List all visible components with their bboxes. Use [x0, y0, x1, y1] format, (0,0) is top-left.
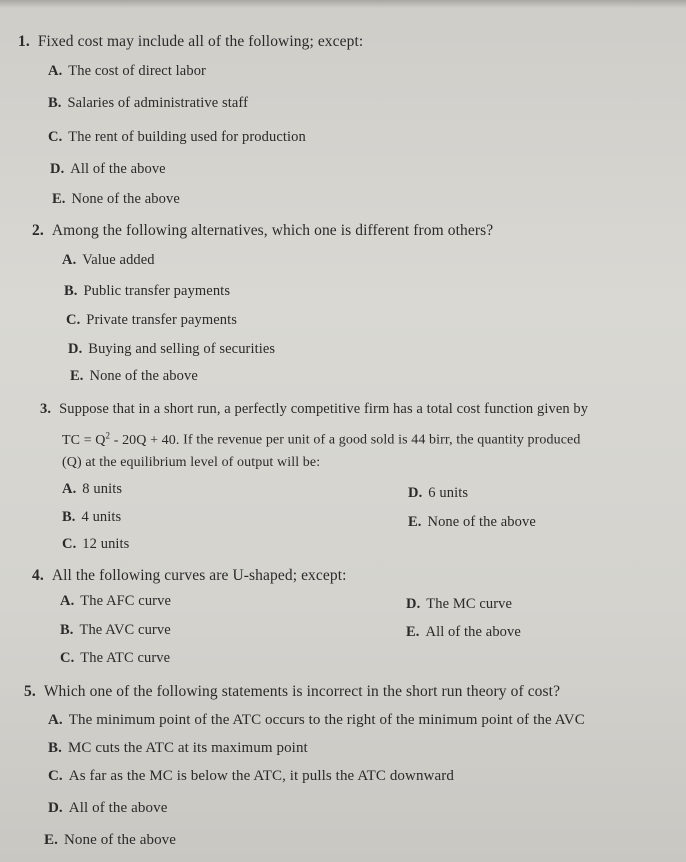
option-label: B. — [64, 283, 78, 299]
question-3 — [40, 401, 588, 418]
option-text: All of the above — [70, 161, 166, 177]
option-label: E. — [70, 368, 84, 384]
q5-option-e — [44, 832, 176, 849]
q5-option-b — [48, 740, 308, 757]
option-label: A. — [62, 252, 77, 268]
q4-option-a — [60, 593, 171, 610]
q1-option-b — [48, 95, 248, 112]
q3-option-a — [62, 481, 122, 498]
q4-option-e — [406, 624, 521, 641]
option-text: Value added — [82, 252, 155, 268]
q1-option-a — [48, 63, 206, 80]
question-number: 3. — [40, 401, 52, 417]
q1-option-c — [48, 129, 306, 146]
q2-option-b — [64, 283, 230, 300]
tc-formula — [62, 430, 180, 448]
formula-exponent: 2 — [105, 430, 111, 440]
option-label: D. — [68, 341, 83, 357]
option-text: 8 units — [82, 481, 123, 497]
question-3-line-3 — [62, 455, 320, 471]
q4-option-b — [60, 622, 171, 639]
option-label: E. — [44, 832, 58, 848]
option-label: D. — [406, 596, 421, 612]
option-label: E. — [406, 624, 420, 640]
option-text: The minimum point of the ATC occurs to the right of the minimum point of the AVC — [68, 712, 585, 728]
question-number: 1. — [18, 33, 30, 50]
q3-option-e — [408, 514, 536, 531]
option-label: B. — [48, 95, 62, 111]
option-text: None of the above — [71, 191, 180, 207]
page-top-edge — [0, 0, 686, 8]
q4-option-c — [60, 650, 170, 667]
option-text: 12 units — [82, 536, 130, 552]
option-text: The AFC curve — [80, 593, 171, 609]
option-text: All of the above — [68, 800, 168, 816]
option-text: Private transfer payments — [86, 312, 237, 328]
q1-option-e — [52, 191, 180, 208]
option-text: 4 units — [81, 509, 122, 525]
question-text: Fixed cost may include all of the following; except: — [37, 33, 364, 50]
question-number: 5. — [24, 683, 36, 700]
option-label: A. — [60, 593, 75, 609]
option-label: D. — [48, 800, 63, 816]
question-text: Among the following alternatives, which one is different from others? — [51, 222, 494, 239]
q1-option-d — [50, 161, 166, 178]
q5-option-a — [48, 712, 585, 729]
option-text: MC cuts the ATC at its maximum point — [67, 740, 308, 756]
option-label: A. — [48, 63, 63, 79]
option-text: None of the above — [89, 368, 198, 384]
option-label: E. — [408, 514, 422, 530]
option-text: Salaries of administrative staff — [67, 95, 249, 111]
q2-option-a — [62, 252, 155, 269]
q3-option-b — [62, 509, 121, 526]
option-label: C. — [48, 129, 63, 145]
q2-option-d — [68, 341, 275, 358]
formula-part: - 20Q + 40. — [110, 432, 180, 448]
question-number: 4. — [32, 567, 44, 584]
question-1 — [18, 33, 363, 51]
option-label: D. — [50, 161, 65, 177]
option-label: C. — [60, 650, 75, 666]
option-text: The cost of direct labor — [68, 63, 206, 79]
option-text: None of the above — [63, 832, 177, 848]
q2-option-c — [66, 312, 237, 329]
q5-option-d — [48, 800, 167, 817]
option-label: C. — [48, 768, 63, 784]
question-text: Suppose that in a short run, a perfectly competitive firm has a total cost function given by — [59, 401, 589, 417]
question-number: 2. — [32, 222, 44, 239]
option-text: The AVC curve — [79, 622, 171, 638]
option-text: Public transfer payments — [83, 283, 231, 299]
q3-option-c — [62, 536, 129, 553]
option-text: The ATC curve — [80, 650, 171, 666]
option-label: A. — [48, 712, 63, 728]
option-text: Buying and selling of securities — [88, 341, 276, 357]
q2-option-e — [70, 368, 198, 385]
option-text: The MC curve — [426, 596, 513, 612]
formula-part: TC = Q — [62, 432, 106, 448]
option-label: A. — [62, 481, 77, 497]
option-text: As far as the MC is below the ATC, it pulls the ATC downward — [68, 768, 454, 784]
q3-option-d — [408, 485, 468, 502]
option-label: B. — [62, 509, 76, 525]
q4-option-d — [406, 596, 512, 613]
question-4 — [32, 567, 347, 585]
option-text: None of the above — [427, 514, 536, 530]
q5-option-c — [48, 768, 454, 785]
question-text: (Q) at the equilibrium level of output will be: — [62, 455, 321, 470]
question-3-line-2 — [62, 430, 580, 449]
option-label: C. — [62, 536, 77, 552]
question-2 — [32, 222, 493, 240]
option-label: B. — [60, 622, 74, 638]
option-text: 6 units — [428, 485, 469, 501]
option-label: E. — [52, 191, 66, 207]
option-text: The rent of building used for production — [68, 129, 306, 145]
question-text: All the following curves are U-shaped; except: — [51, 567, 347, 584]
question-5 — [24, 683, 560, 701]
question-text: Which one of the following statements is incorrect in the short run theory of cost? — [43, 683, 561, 700]
option-label: D. — [408, 485, 423, 501]
option-text: All of the above — [425, 624, 521, 640]
option-label: C. — [66, 312, 81, 328]
question-text: If the revenue per unit of a good sold is 44 birr, the quantity produced — [179, 432, 581, 448]
option-label: B. — [48, 740, 62, 756]
